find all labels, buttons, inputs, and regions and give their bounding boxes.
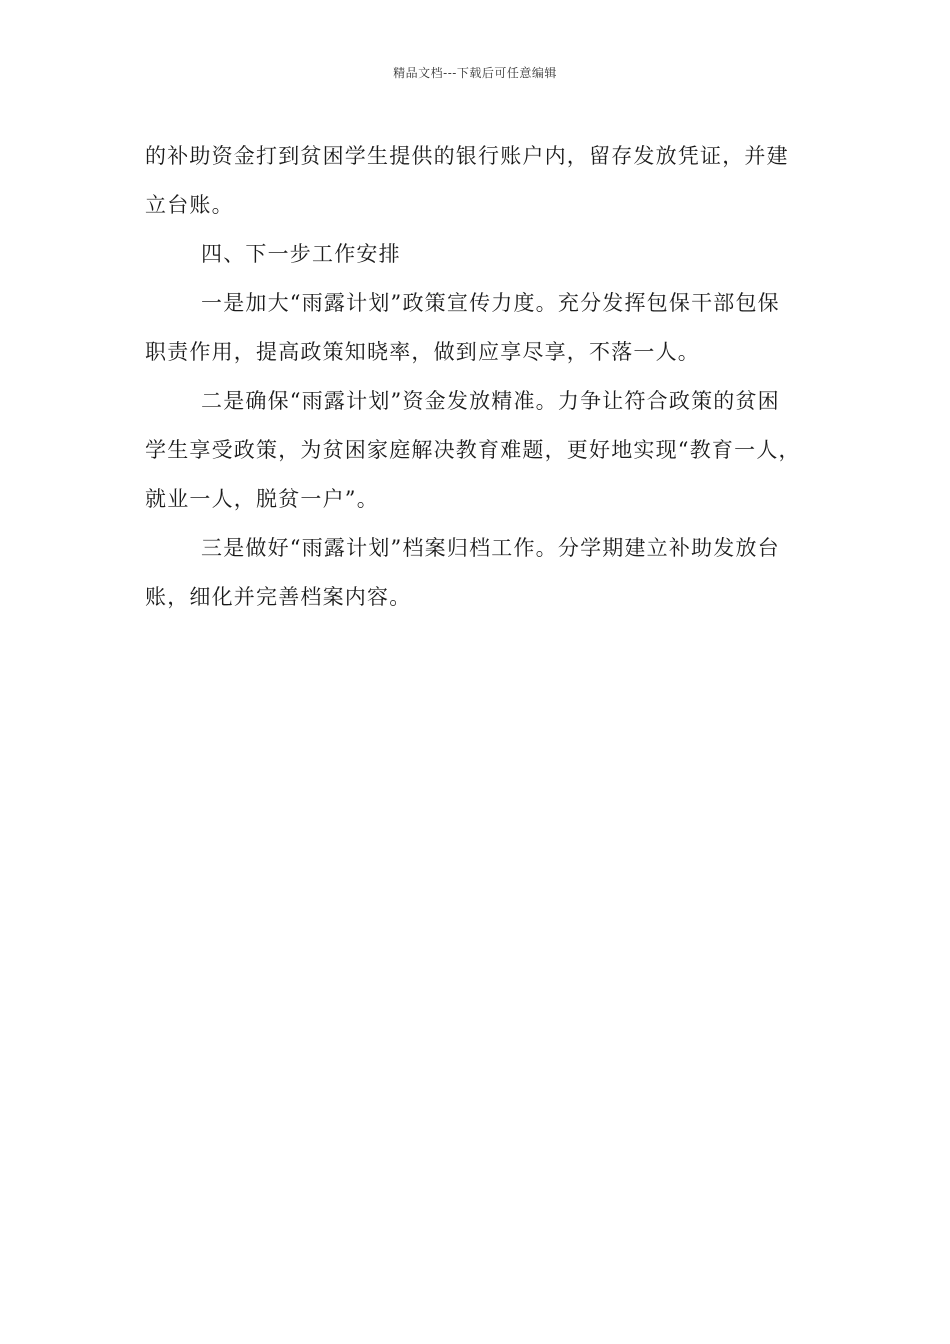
paragraph-item-3 xyxy=(145,524,815,622)
paragraph-line: 立台账。 xyxy=(145,193,234,217)
paragraph-line: 账，细化并完善档案内容。 xyxy=(145,585,412,609)
section-heading xyxy=(145,230,815,279)
paragraph-line: 的补助资金打到贫困学生提供的银行账户内，留存发放凭证，并建 xyxy=(145,144,789,168)
paragraph-line: 二是确保“雨露计划”资金发放精准。力争让符合政策的贫困 xyxy=(201,389,780,413)
section-heading-text: 四、下一步工作安排 xyxy=(201,242,401,266)
document-body xyxy=(145,132,815,622)
page-header: 精品文档---下载后可任意编辑 xyxy=(393,66,557,80)
paragraph-line: 就业一人，脱贫一户”。 xyxy=(145,487,379,511)
paragraph-line: 三是做好“雨露计划”档案归档工作。分学期建立补助发放台 xyxy=(201,536,780,560)
paragraph-line: 学生享受政策，为贫困家庭解决教育难题，更好地实现“教育一人， xyxy=(145,438,801,462)
paragraph-item-2 xyxy=(145,377,815,524)
paragraph-continuation xyxy=(145,132,815,230)
paragraph-line: 一是加大“雨露计划”政策宣传力度。充分发挥包保干部包保 xyxy=(201,291,780,315)
paragraph-line: 职责作用，提高政策知晓率，做到应享尽享，不落一人。 xyxy=(145,340,700,364)
paragraph-item-1 xyxy=(145,279,815,377)
